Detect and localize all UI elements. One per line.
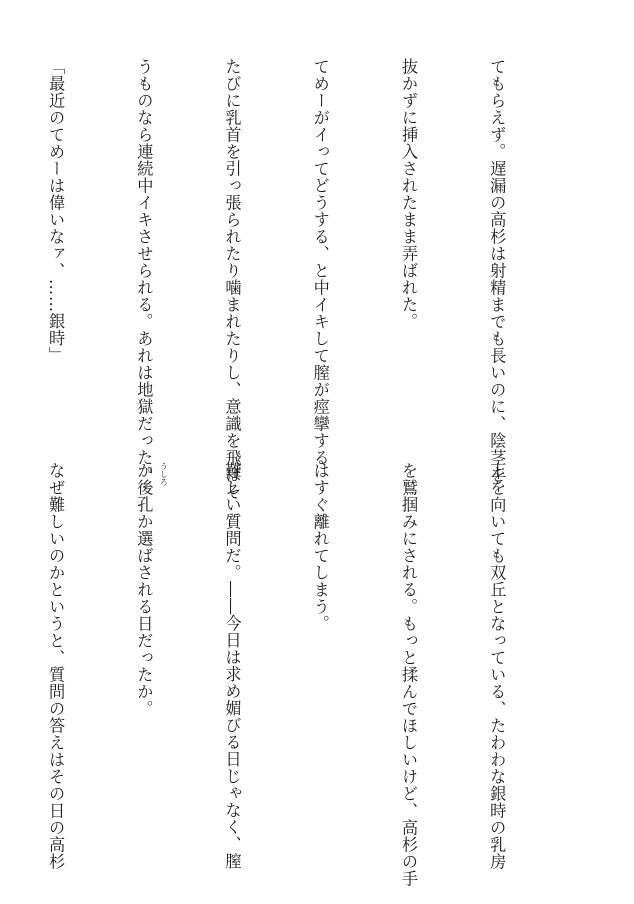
text-line: てもらえず。遅漏の高杉は射精までも長いのに、陰茎を: [487, 58, 507, 483]
text-line: はすぐ離れてしまう。: [310, 462, 330, 632]
text-line: か後孔か選ばされる日だったか。: [134, 462, 154, 717]
text-line: うものなら連続中イキさせられる。あれは地獄だった。: [134, 58, 154, 483]
text-line: を鷲掴みにされる。もっと揉んでほしいけど、高杉の手: [398, 462, 418, 887]
text-line: 抜かずに挿入されたまま弄ばれた。: [398, 58, 418, 330]
text-line: たびに乳首を引っ張られたり噛まれたりし、意識を飛ばそ: [222, 58, 242, 500]
text-line: なぜ難しいのかというと、質問の答えはその日の高杉: [46, 462, 66, 870]
lower-text-block: [46, 462, 570, 887]
text-line-with-ruby: [129, 462, 169, 872]
text-line: てめーがイってどうする、と中イキして膣が痙攣する: [310, 58, 330, 466]
ruby-annotation: うしろ: [159, 462, 169, 486]
text-line: 「最近のてめーは偉いなァ、……銀時」: [46, 58, 66, 364]
text-line: 上を向いても双丘となっている、たわわな銀時の乳房: [487, 462, 507, 870]
text-line: 難しい質問だ。――今日は求め媚びる日じゃなく、膣: [222, 462, 242, 870]
